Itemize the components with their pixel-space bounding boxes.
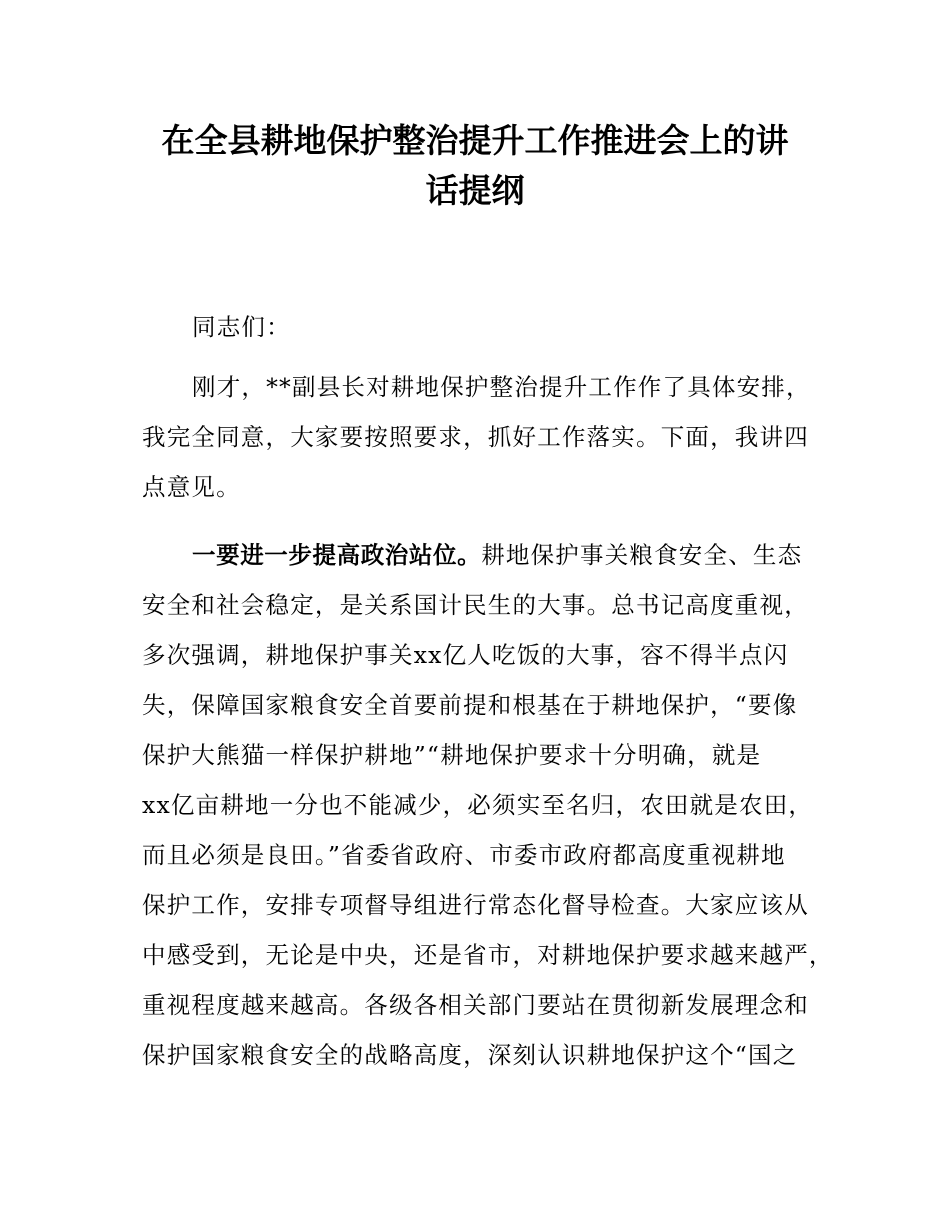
salutation: 同志们：: [192, 313, 291, 341]
paragraph-line: 保护国家粮食安全的战略高度，深刻认识耕地保护这个“国之: [142, 1041, 798, 1069]
paragraph-line: 安全和社会稳定，是关系国计民生的大事。总书记高度重视，: [142, 591, 809, 619]
paragraph-line: 点意见。: [142, 473, 241, 501]
paragraph-first-line: [142, 530, 822, 580]
paragraph-line: 重视程度越来越高。各级各相关部门要站在贯彻新发展理念和: [142, 991, 809, 1019]
document-title: [140, 116, 810, 216]
paragraph-line: xx亿亩耕地一分也不能减少，必须实至名归，农田就是农田，: [142, 791, 814, 819]
paragraph-line: 保护工作，安排专项督导组进行常态化督导检查。大家应该从: [142, 891, 809, 919]
paragraph-line: 我完全同意，大家要按照要求，抓好工作落实。下面，我讲四: [142, 423, 809, 451]
paragraph-line: 刚才，**副县长对耕地保护整治提升工作作了具体安排，: [192, 373, 811, 401]
paragraph-line: 多次强调，耕地保护事关xx亿人吃饭的大事，容不得半点闪: [142, 641, 789, 669]
point-one-heading: 一要进一步提高政治站位。: [192, 541, 482, 569]
title-line-1: 在全县耕地保护整治提升工作推进会上的讲: [161, 121, 789, 160]
paragraph-line: 而且必须是良田。”省委省政府、市委市政府都高度重视耕地: [142, 841, 786, 869]
paragraph-line: 失，保障国家粮食安全首要前提和根基在于耕地保护，“要像: [142, 691, 798, 719]
paragraph-line: 中感受到，无论是中央，还是省市，对耕地保护要求越来越严，: [142, 941, 834, 969]
paragraph-line: 保护大熊猫一样保护耕地”“耕地保护要求十分明确，就是: [142, 741, 762, 769]
opening-paragraph: [142, 362, 822, 512]
point-one-paragraph: [142, 530, 834, 1080]
title-line-2: 话提纲: [425, 171, 525, 210]
paragraph-line-rest: 耕地保护事关粮食安全、生态: [481, 541, 803, 569]
salutation-paragraph: [142, 302, 822, 352]
